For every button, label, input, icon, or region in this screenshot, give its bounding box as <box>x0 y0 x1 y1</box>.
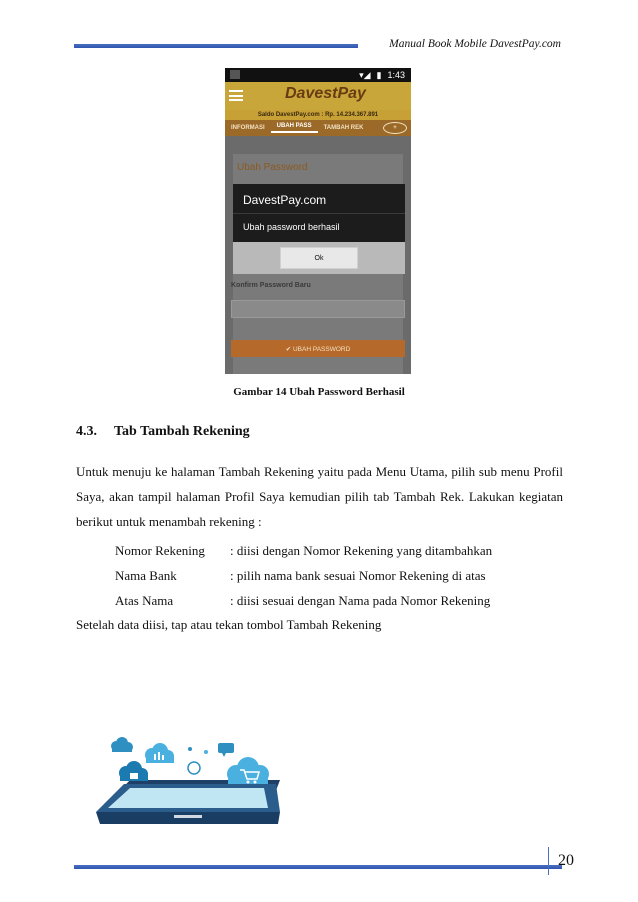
field-list <box>115 538 492 613</box>
section-title: Tab Tambah Rekening <box>114 424 250 439</box>
ubah-password-button[interactable]: ✔ UBAH PASSWORD <box>231 340 405 357</box>
dialog-button-bar <box>233 242 405 274</box>
battery-icon: ▮ <box>376 69 382 80</box>
app-bar <box>225 82 411 110</box>
page-number: 20 <box>548 847 583 875</box>
status-time: 1:43 <box>387 70 405 80</box>
menu-icon[interactable] <box>229 90 243 101</box>
phone-screenshot <box>225 68 411 374</box>
dialog-title: DavestPay.com <box>243 193 327 207</box>
closing-sentence: Setelah data diisi, tap atau tekan tombol Tambah Rekening <box>76 617 382 632</box>
app-logo: DavestPay <box>285 85 366 102</box>
section-number: 4.3. <box>76 424 97 439</box>
item-desc: : diisi dengan Nomor Rekening yang ditambahkan <box>230 543 493 558</box>
tab-tambah-rek[interactable]: TAMBAH REK <box>323 125 364 131</box>
item-desc: : pilih nama bank sesuai Nomor Rekening di atas <box>230 568 486 583</box>
wifi-signal-icon: ▾◢ <box>359 69 371 80</box>
alert-dialog <box>233 184 405 274</box>
list-item <box>115 538 492 563</box>
tab-bar <box>225 120 411 136</box>
item-desc: : diisi sesuai dengan Nama pada Nomor Rekening <box>230 593 491 608</box>
header-rule <box>74 44 358 48</box>
header-title: Manual Book Mobile DavestPay.com <box>389 38 561 50</box>
item-label: Atas Nama <box>115 593 174 608</box>
tablet-cloud-illustration <box>94 736 284 836</box>
item-label: Nama Bank <box>115 568 177 583</box>
body-paragraph: Untuk menuju ke halaman Tambah Rekening yaitu pada Menu Utama, pilih sub menu Profil Saya, akan tampil halaman Profil Saya kemudian pilih tab Tambah Rek. Lakukan kegiatan berikut untuk menambah rekening : <box>76 464 563 529</box>
item-label: Nomor Rekening <box>115 543 205 558</box>
list-item <box>115 588 492 613</box>
saldo-text: Saldo DavestPay.com : Rp. 14.234.367.891 <box>225 110 411 120</box>
footer-rule <box>74 865 562 869</box>
dialog-message: Ubah password berhasil <box>243 222 340 232</box>
list-item <box>115 563 492 588</box>
status-bar <box>225 68 411 82</box>
content-title: Ubah Password <box>237 162 308 173</box>
figure-caption: Gambar 14 Ubah Password Berhasil <box>233 386 405 398</box>
notification-icon <box>230 70 240 79</box>
ok-button[interactable]: Ok <box>280 247 358 269</box>
konfirm-label: Konfirm Password Baru <box>231 282 311 289</box>
konfirm-password-field[interactable] <box>231 300 405 318</box>
tab-ubah-pass[interactable]: UBAH PASS <box>271 123 318 133</box>
tab-informasi[interactable]: INFORMASI <box>231 125 265 131</box>
section-heading <box>76 424 250 440</box>
add-tab-icon[interactable]: + <box>383 122 407 134</box>
